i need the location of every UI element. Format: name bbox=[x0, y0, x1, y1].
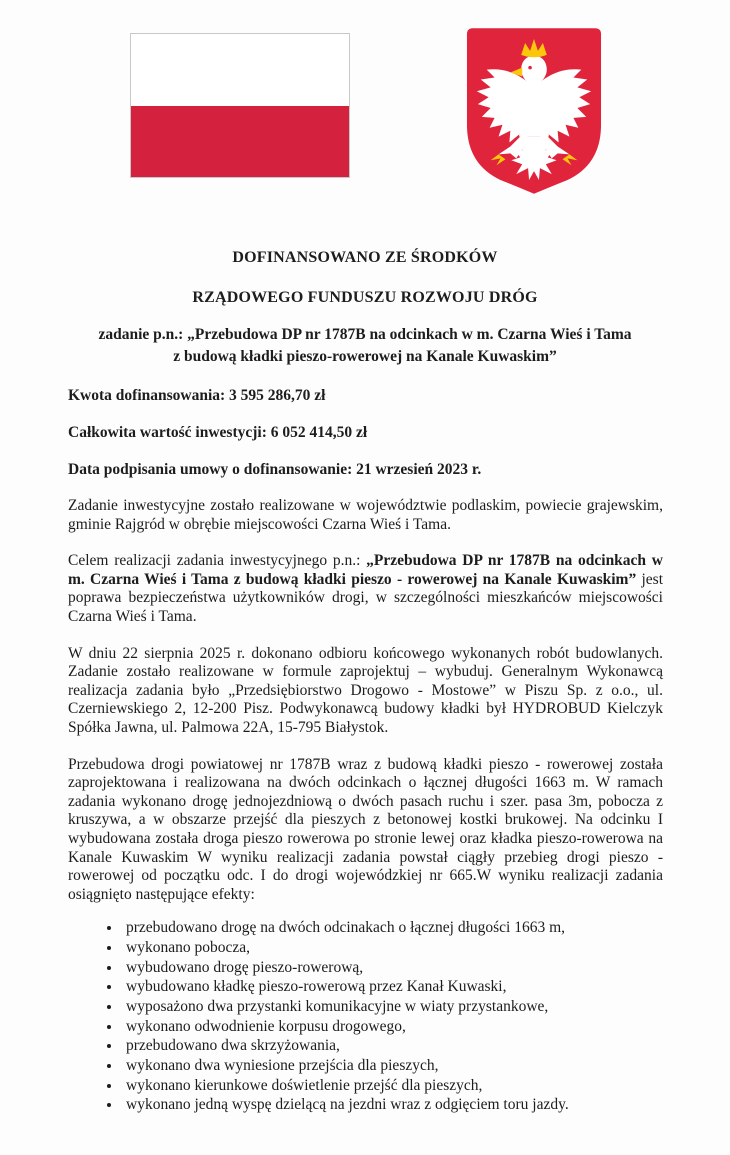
poland-coat-of-arms-icon bbox=[465, 25, 603, 197]
effect-item: • wybudowano kładkę pieszo-rowerową przez Kanał Kuwaski, bbox=[122, 977, 663, 997]
paragraph-goal bbox=[68, 552, 663, 626]
document-headings bbox=[0, 249, 730, 368]
effect-item: • przebudowano drogę na dwóch odcinakach o łącznej długości 1663 m, bbox=[122, 918, 663, 938]
header-graphics bbox=[0, 25, 730, 197]
flag-red-stripe bbox=[131, 106, 349, 178]
paragraph-contractors: W dniu 22 sierpnia 2025 r. dokonano odbioru końcowego wykonanych robót budowlanych. Zadanie zostało realizowane w formule zaprojektuj – wybuduj. Generalnym Wykonawcą realizacja zadania było „Przedsiębiorstwo Drogowo - Mostowe” w Piszu Sp. z o.o., ul. Czerniewskiego 2, 12-200 Pisz. Podwykonawcą budowy kładki był HYDROBUD Kielczyk Spółka Jawna, ul. Palmowa 22A, 15-795 Białystok. bbox=[68, 644, 663, 736]
effect-item: • wybudowano drogę pieszo-rowerową, bbox=[122, 958, 663, 978]
fact-total-investment: Całkowita wartość inwestycji: 6 052 414,50 zł bbox=[68, 424, 368, 441]
effect-item: • wykonano pobocza, bbox=[122, 938, 663, 958]
paragraph-scope: Przebudowa drogi powiatowej nr 1787B wraz z budową kładki pieszo - rowerowej została zaprojektowana i realizowana na dwóch odcinkach o łącznej długości 1663 m. W ramach zadania wykonano drogę jednojezdniową o dwóch pasach ruchu i szer. pasa 3m, pobocza z kruszywa, a w obszarze przejść dla pieszych z betonowej kostki brukowej. Na odcinku I wybudowana została droga pieszo rowerowa po stronie lewej oraz kładka pieszo-rowerowa na Kanale Kuwaskim W wyniku realizacji zadania powstał ciągły przebieg drogi pieszo - rowerowej od początku odc. I do drogi wojewódzkiej nr 665.W wyniku realizacji zadania osiągnięto następujące efekty: bbox=[68, 755, 663, 903]
document-body bbox=[0, 387, 730, 1155]
heading-funding-source: DOFINANSOWANO ZE ŚRODKÓW bbox=[232, 249, 498, 266]
funding-facts bbox=[68, 387, 663, 479]
task-title-line2: z budową kładki pieszo-rowerowej na Kanale Kuwaskim” bbox=[173, 348, 557, 365]
effect-item: • wykonano kierunkowe doświetlenie przejść dla pieszych, bbox=[122, 1076, 663, 1096]
heading-fund-name: RZĄDOWEGO FUNDUSZU ROZWOJU DRÓG bbox=[192, 289, 538, 306]
paragraph-goal-suffix: jest poprawa bezpieczeństwa użytkowników drogi, w szczególności mieszkańców miejscowości Czarna Wieś i Tama. bbox=[68, 570, 664, 625]
paragraph-goal-task-name: „Przebudowa DP nr 1787B na odcinkach w m. Czarna Wieś i Tama z budową kładki pieszo - rowerowej na Kanale Kuwaskim” bbox=[68, 552, 663, 588]
effect-item: • wykonano jedną wyspę dzielącą na jezdni wraz z odgięciem toru jazdy. bbox=[122, 1095, 663, 1115]
effects-list bbox=[68, 918, 663, 1115]
paragraph-location: Zadanie inwestycyjne zostało realizowane w województwie podlaskim, powiecie grajewskim, gminie Rajgród w obrębie miejscowości Czarna Wieś i Tama. bbox=[68, 497, 663, 533]
poland-flag-icon bbox=[130, 33, 350, 178]
fact-agreement-date: Data podpisania umowy o dofinansowanie: 21 wrzesień 2023 r. bbox=[68, 461, 482, 478]
fact-funding-amount: Kwota dofinansowania: 3 595 286,70 zł bbox=[68, 387, 326, 404]
paragraph-goal-prefix: Celem realizacji zadania inwestycyjnego p.n.: bbox=[68, 552, 367, 570]
effect-item: • wyposażono dwa przystanki komunikacyjne w wiaty przystankowe, bbox=[122, 997, 663, 1017]
flag-white-stripe bbox=[131, 34, 349, 106]
task-title bbox=[48, 324, 682, 368]
effect-item: • wykonano odwodnienie korpusu drogowego, bbox=[122, 1017, 663, 1037]
effect-item: • wykonano dwa wyniesione przejścia dla pieszych, bbox=[122, 1056, 663, 1076]
effect-item: • przebudowano dwa skrzyżowania, bbox=[122, 1036, 663, 1056]
task-title-line1: zadanie p.n.: „Przebudowa DP nr 1787B na odcinkach w m. Czarna Wieś i Tama bbox=[98, 326, 632, 343]
